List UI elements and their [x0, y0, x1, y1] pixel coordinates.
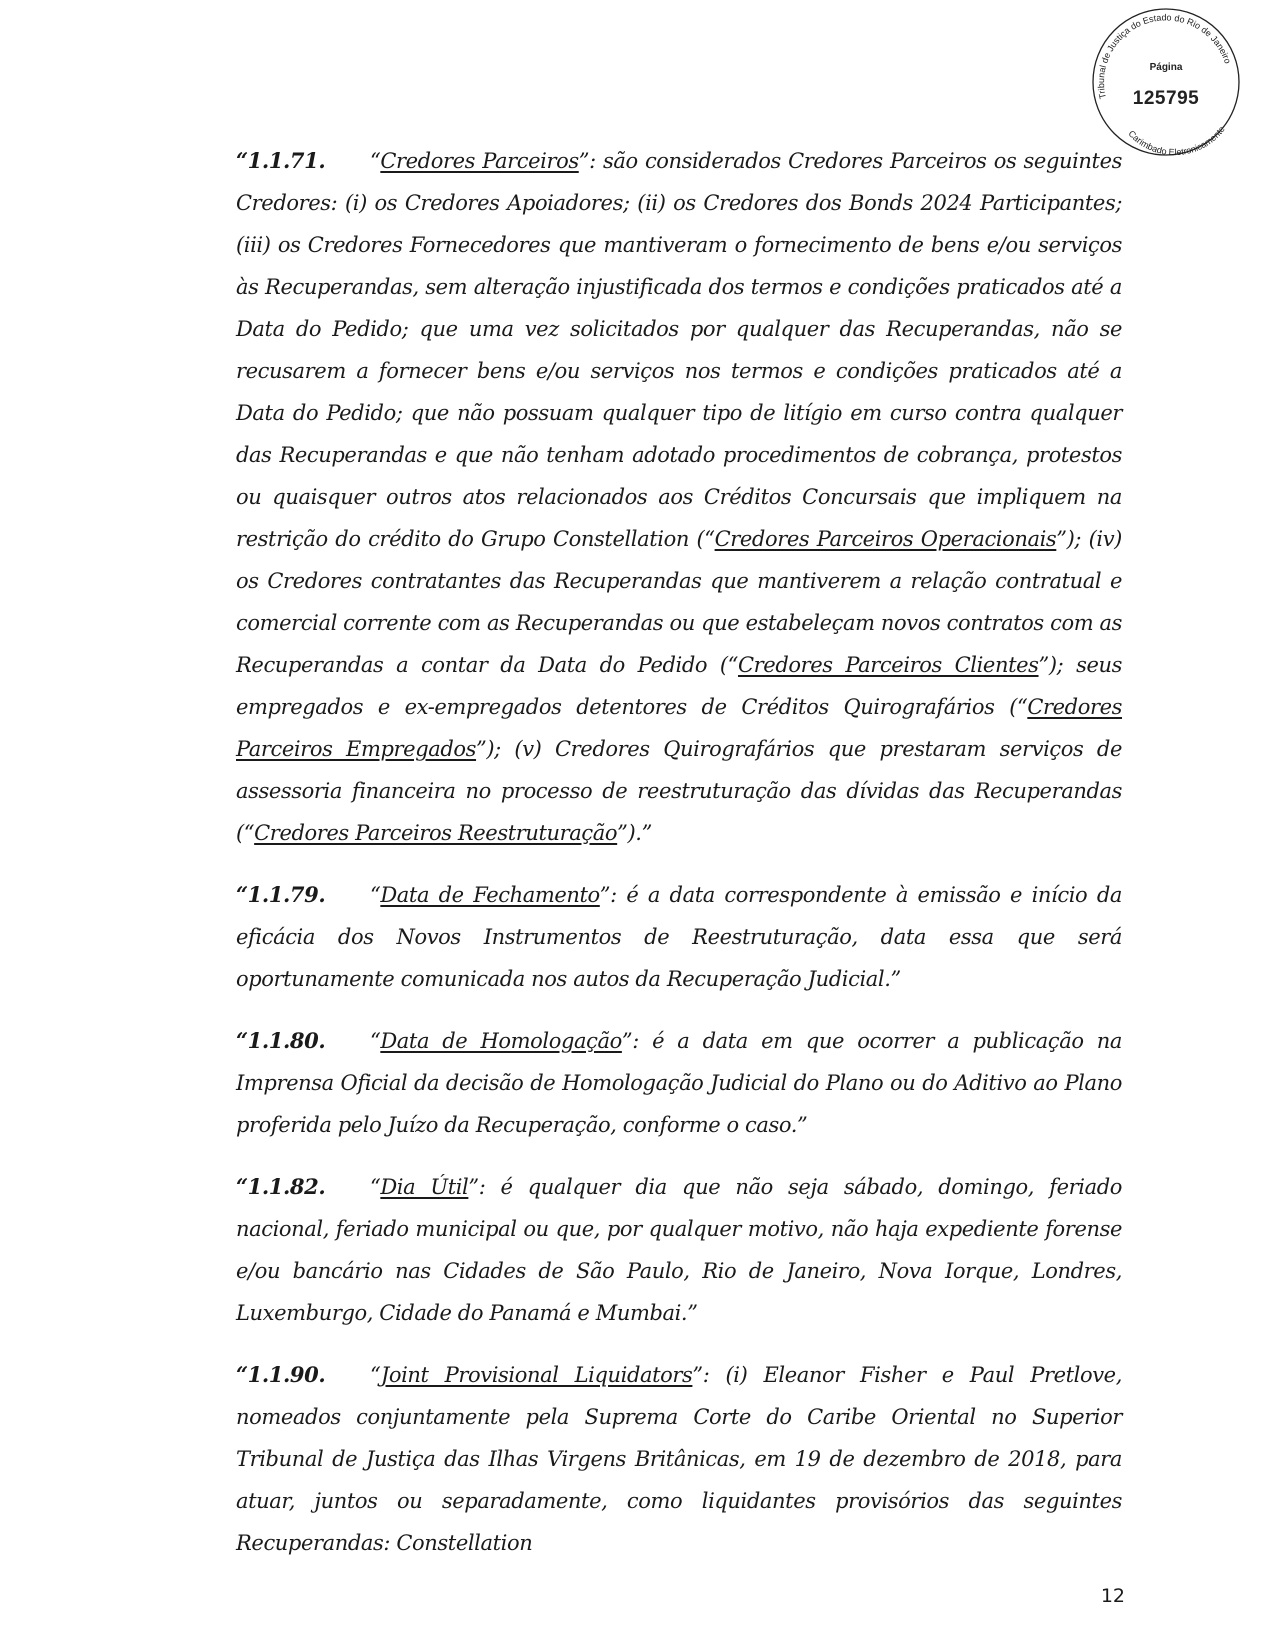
seal-ring-icon — [1090, 6, 1242, 158]
defined-term: Credores Parceiros — [380, 149, 579, 173]
clause-text: ”); (iv) os Credores contratantes das Recuperandas que mantiverem a relação contratual e comercial corrente com as Recuperandas ou que estabeleçam novos contratos com as Recuperandas a contar da Data do Pedido (“ — [236, 527, 1122, 677]
clause-number: “1.1.82. — [236, 1174, 326, 1199]
clause-text: ”: é a data em que ocorrer a publicação na Imprensa Oficial da decisão de Homologação Judicial do Plano ou do Aditivo ao Plano proferida pelo Juízo da Recuperação, conforme o caso.” — [236, 1029, 1122, 1137]
defined-term: Credores Parceiros Reestruturação — [254, 821, 618, 845]
clause-text: “ — [370, 1363, 381, 1387]
clause-text: “ — [370, 1029, 381, 1053]
clause-text: ”: (i) Eleanor Fisher e Paul Pretlove, nomeados conjuntamente pela Suprema Corte do Caribe Oriental no Superior Tribunal de Justiça das Ilhas Virgens Britânicas, em 19 de dezembro de 2018, para atuar, juntos ou separadamente, como liquidantes provisórios das seguintes Recuperandas: Constellation — [236, 1363, 1122, 1555]
defined-term: Credores Parceiros Clientes — [737, 653, 1039, 677]
clause-paragraph — [236, 874, 1122, 1000]
seal-page-label: Página — [1149, 62, 1183, 73]
clause-number: “1.1.80. — [236, 1028, 326, 1053]
defined-term: Credores Parceiros Empregados — [236, 695, 1122, 761]
clause-text: ”); seus empregados e ex-empregados detentores de Créditos Quirografários (“ — [236, 653, 1122, 719]
page-number: 12 — [1100, 1585, 1125, 1607]
clause-number: “1.1.71. — [236, 148, 326, 173]
defined-term: Dia Útil — [380, 1175, 469, 1199]
seal-ring-bottom-text: Carimbado Eletronicamente — [1126, 124, 1227, 158]
clause-paragraph — [236, 1020, 1122, 1146]
defined-term: Credores Parceiros Operacionais — [714, 527, 1057, 551]
clause-text: ”).” — [617, 821, 652, 845]
clause-number: “1.1.90. — [236, 1362, 326, 1387]
court-seal-stamp — [1090, 6, 1242, 158]
document-body — [236, 140, 1122, 1584]
clause-paragraph — [236, 1354, 1122, 1564]
seal-ring-top-text: Tribunal de Justiça do Estado do Rio de Janeiro — [1095, 12, 1233, 100]
defined-term: Joint Provisional Liquidators — [380, 1363, 693, 1387]
defined-term: Data de Fechamento — [380, 883, 600, 907]
clause-text: ”: são considerados Credores Parceiros os seguintes Credores: (i) os Credores Apoiadores; (ii) os Credores dos Bonds 2024 Participantes; (iii) os Credores Fornecedores que mantiveram o fornecimento de bens e/ou serviços às Recuperandas, sem alteração injustificada dos termos e condições praticados até a Data do Pedido; que uma vez solicitados por qualquer das Recuperandas, não se recusarem a fornecer bens e/ou serviços nos termos e condições praticados até a Data do Pedido; que não possuam qualquer tipo de litígio em curso contra qualquer das Recuperandas e que não tenham adotado procedimentos de cobrança, protestos ou quaisquer outros atos relacionados aos Créditos Concursais que impliquem na restrição do crédito do Grupo Constellation (“ — [236, 149, 1122, 551]
clause-number: “1.1.79. — [236, 882, 326, 907]
clause-paragraph — [236, 140, 1122, 854]
svg-text:Carimbado Eletronicamente — [1126, 124, 1226, 157]
clause-text: ”: é a data correspondente à emissão e início da eficácia dos Novos Instrumentos de Reestruturação, data essa que será oportunamente comunicada nos autos da Recuperação Judicial.” — [236, 883, 1122, 991]
clause-text: “ — [370, 1175, 381, 1199]
clause-text: ”: é qualquer dia que não seja sábado, domingo, feriado nacional, feriado municipal ou que, por qualquer motivo, não haja expediente forense e/ou bancário nas Cidades de São Paulo, Rio de Janeiro, Nova Iorque, Londres, Luxemburgo, Cidade do Panamá e Mumbai.” — [236, 1175, 1122, 1325]
clause-paragraph — [236, 1166, 1122, 1334]
clause-text: “ — [370, 883, 381, 907]
clause-text: ”); (v) Credores Quirografários que prestaram serviços de assessoria financeira no processo de reestruturação das dívidas das Recuperandas (“ — [236, 737, 1123, 845]
seal-page-number: 125795 — [1132, 88, 1200, 109]
clause-text: “ — [370, 149, 381, 173]
defined-term: Data de Homologação — [380, 1029, 622, 1053]
